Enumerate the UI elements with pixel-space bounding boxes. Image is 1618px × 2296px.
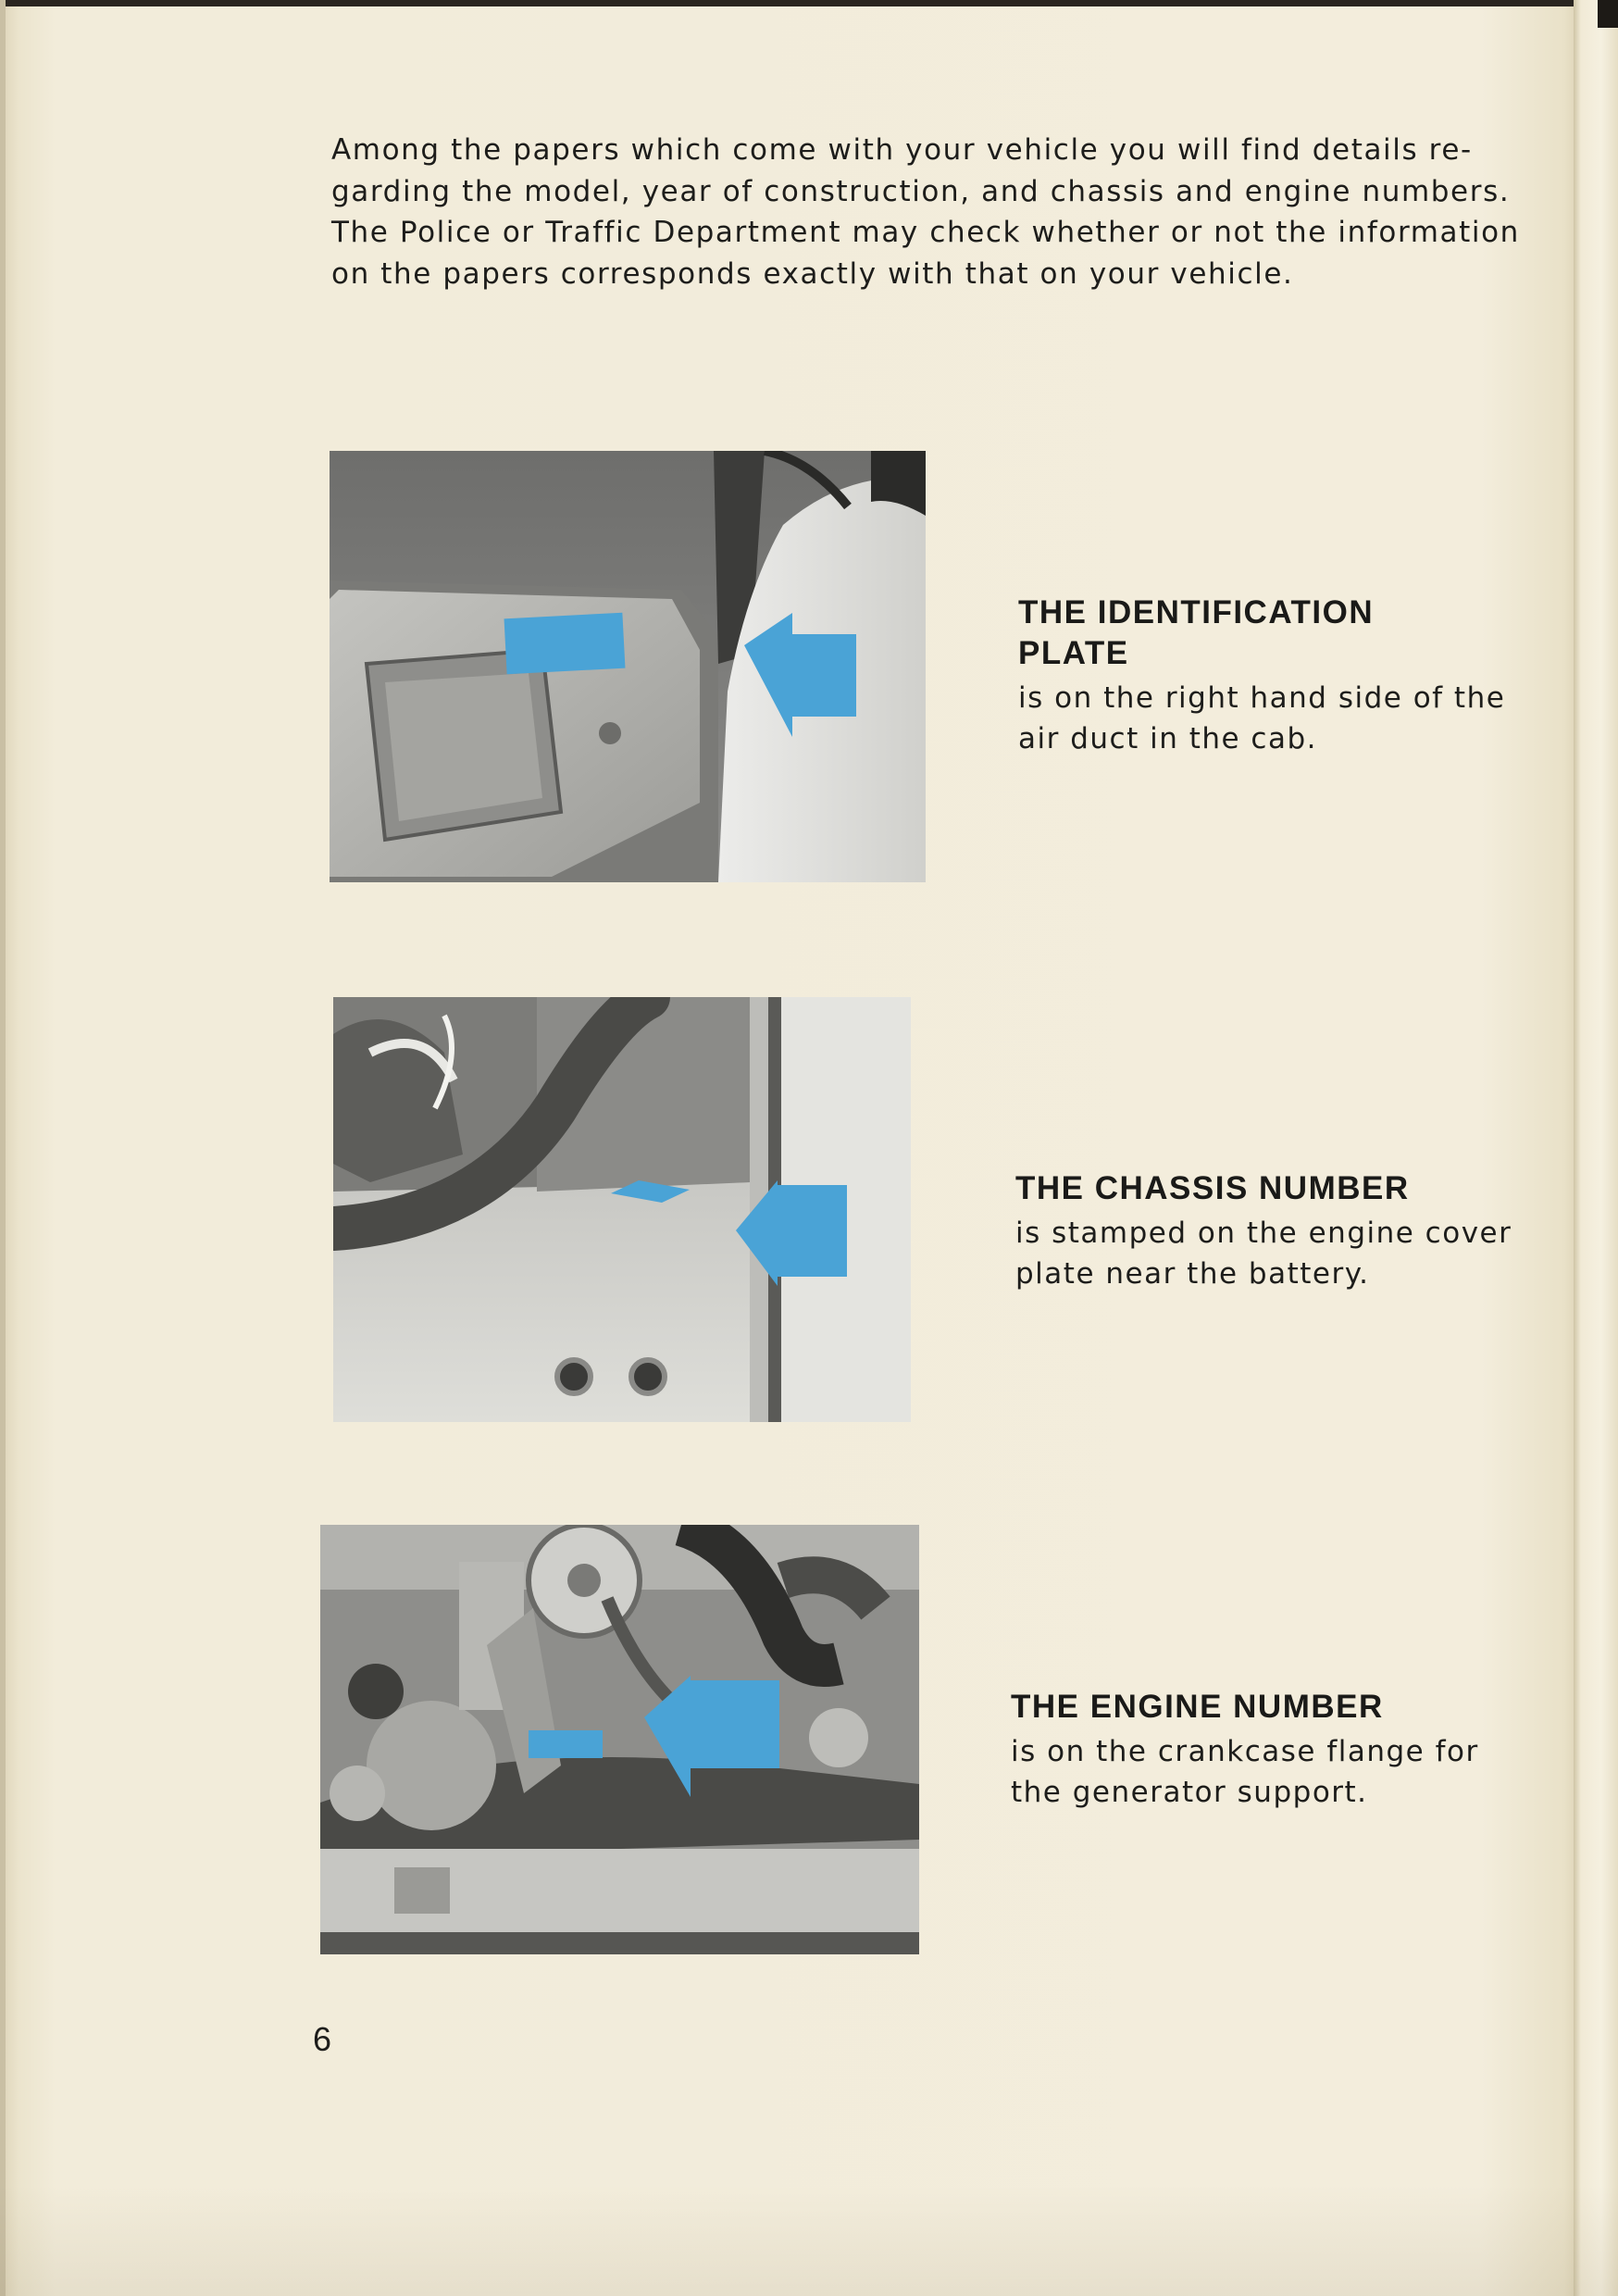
body-line: is on the crankcase flange for — [1011, 1735, 1479, 1768]
section-heading — [1011, 1687, 1529, 1728]
next-page-edge — [1574, 0, 1618, 2296]
engine-number-caption — [1011, 1687, 1529, 1813]
section-heading — [1015, 1168, 1534, 1209]
heading-line: THE ENGINE NUMBER — [1011, 1689, 1384, 1725]
section-body — [1015, 1213, 1534, 1294]
intro-line: garding the model, year of construction, and chassis and engine numbers. — [331, 174, 1511, 208]
section-heading — [1018, 593, 1537, 674]
page-bottom-shade — [0, 2185, 1618, 2296]
page-top-edge — [0, 0, 1618, 6]
binding-corner — [1598, 0, 1618, 28]
identification-plate-caption — [1018, 593, 1537, 759]
page-number: 6 — [313, 2020, 332, 2058]
intro-paragraph — [331, 130, 1535, 294]
intro-line: Among the papers which come with your vehicle you will find details re- — [331, 133, 1473, 167]
chassis-number-photo — [333, 997, 911, 1422]
body-line: plate near the battery. — [1015, 1257, 1370, 1291]
identification-plate-photo — [330, 451, 926, 882]
body-line: is stamped on the engine cover — [1015, 1217, 1512, 1250]
section-body — [1018, 678, 1537, 759]
intro-line: on the papers corresponds exactly with that on your vehicle. — [331, 256, 1294, 291]
section-body — [1011, 1731, 1529, 1813]
body-line: the generator support. — [1011, 1776, 1368, 1809]
page-left-edge — [0, 0, 6, 2296]
chassis-number-caption — [1015, 1168, 1534, 1294]
body-line: is on the right hand side of the — [1018, 681, 1506, 715]
body-line: air duct in the cab. — [1018, 722, 1318, 755]
heading-line: PLATE — [1018, 635, 1129, 671]
engine-number-photo — [320, 1525, 919, 1954]
heading-line: THE IDENTIFICATION — [1018, 594, 1375, 630]
heading-line: THE CHASSIS NUMBER — [1015, 1170, 1410, 1206]
intro-line: The Police or Traffic Department may check whether or not the information — [331, 216, 1520, 249]
